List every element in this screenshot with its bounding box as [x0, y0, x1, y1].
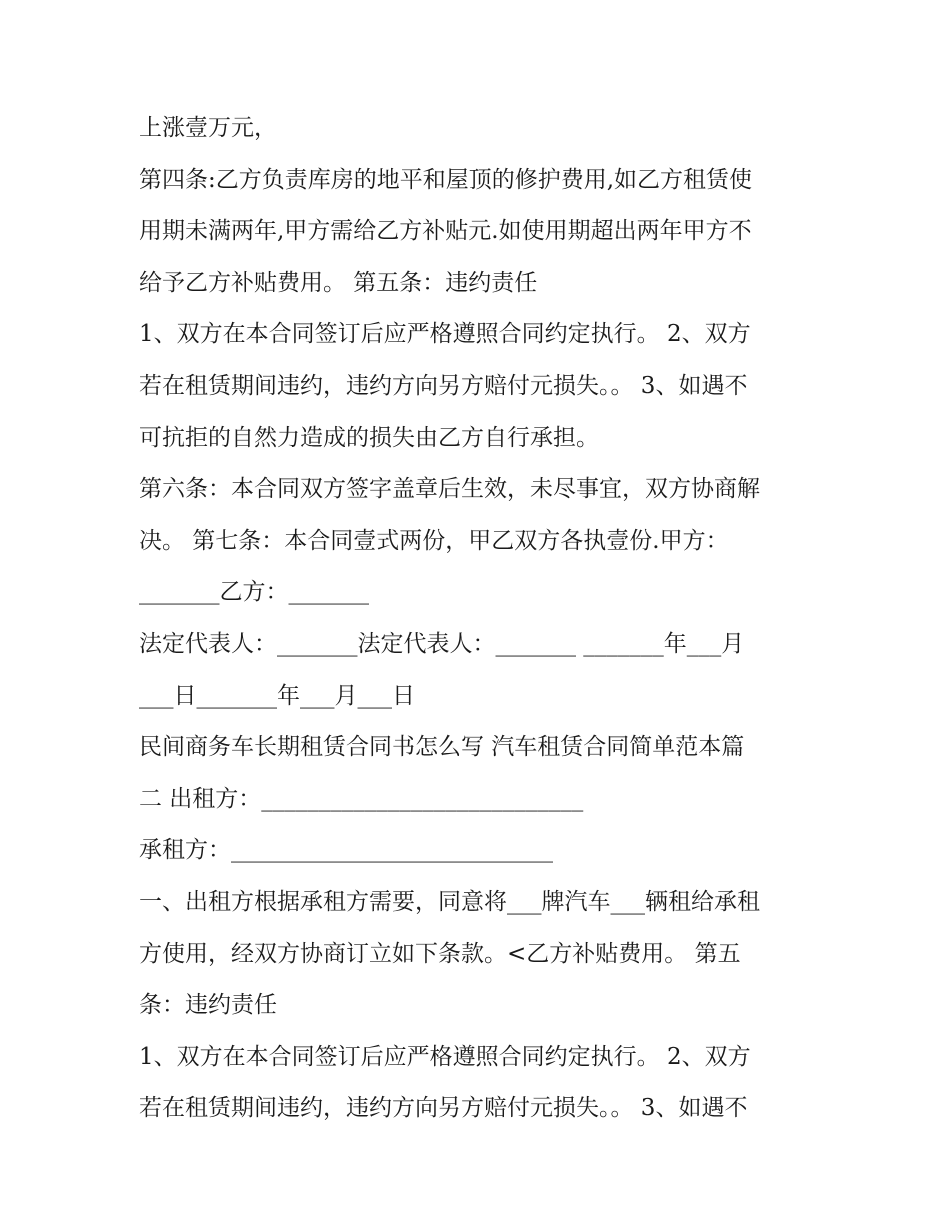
- text-line-1: 上涨壹万元，: [139, 115, 277, 141]
- text-line-4: 给予乙方补贴费用。 第五条：违约责任: [139, 269, 538, 296]
- text-line-17: 方使用，经双方协商订立如下条款。<乙方补贴费用。 第五: [139, 940, 741, 967]
- text-line-13: 民间商务车长期租赁合同书怎么写 汽车租赁合同简单范本篇: [139, 734, 745, 761]
- text-line-6: 若在租赁期间违约，违约方向另方赔付元损失。。 3、如遇不: [139, 372, 748, 399]
- text-line-19: 1、双方在本合同签订后应严格遵照合同约定执行。 2、双方: [139, 1043, 751, 1070]
- text-line-8: 第六条：本合同双方签字盖章后生效，未尽事宜，双方协商解: [139, 476, 760, 503]
- text-line-9: 决。 第七条：本合同壹式两份，甲乙双方各执壹份.甲方：: [139, 527, 729, 554]
- text-line-7: 可抗拒的自然力造成的损失由乙方自行承担。: [139, 424, 599, 451]
- document-body: [139, 103, 829, 1135]
- text-line-12: ___日_______年___月___日: [139, 682, 415, 709]
- text-line-10: _______乙方：_______: [139, 579, 369, 606]
- text-line-2: 第四条:乙方负责库房的地平和屋顶的修护费用,如乙方租赁使: [139, 166, 753, 193]
- text-line-3: 用期未满两年,甲方需给乙方补贴元.如使用期超出两年甲方不: [139, 218, 752, 245]
- text-line-20: 若在租赁期间违约，违约方向另方赔付元损失。。 3、如遇不: [139, 1095, 748, 1122]
- text-line-5: 1、双方在本合同签订后应严格遵照合同约定执行。 2、双方: [139, 321, 751, 348]
- text-line-16: 一、出租方根据承租方需要，同意将___牌汽车___辆租给承租: [139, 888, 760, 915]
- text-line-15: 承租方：____________________________: [139, 837, 553, 864]
- text-line-14: 二 出租方：____________________________: [139, 785, 584, 812]
- text-line-18: 条：违约责任: [139, 992, 277, 1019]
- text-line-11: 法定代表人：_______法定代表人：_______ _______年___月: [139, 630, 745, 657]
